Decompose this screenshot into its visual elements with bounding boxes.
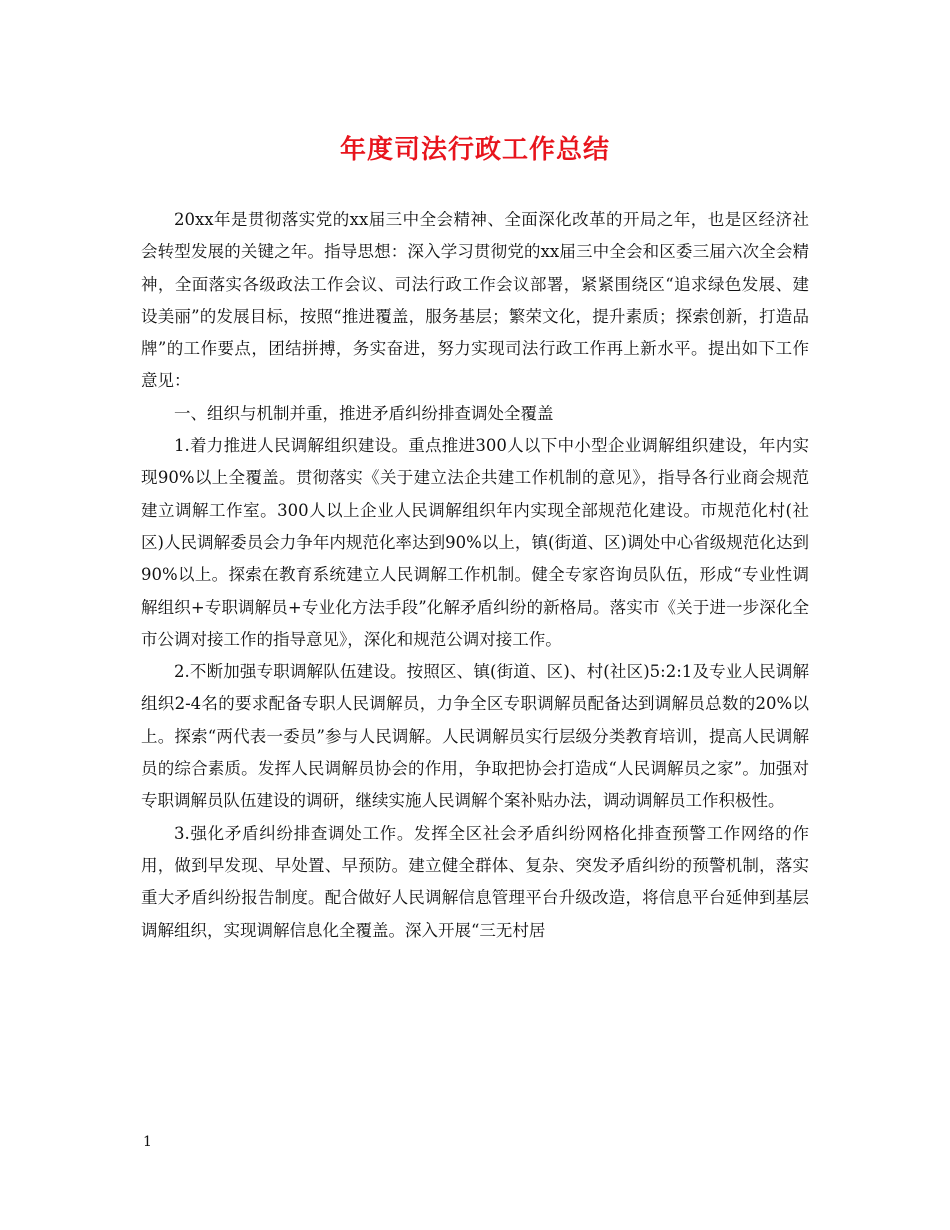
paragraph-item-1: 1.着力推进人民调解组织建设。重点推进300人以下中小型企业调解组织建设，年内实现90%以上全覆盖。贯彻落实《关于建立法企共建工作机制的意见》，指导各行业商会规范建立调解工作室。300人以上企业人民调解组织年内实现全部规范化建设。市规范化村(社区)人民调解委员会力争年内规范化率达到90%以上，镇(街道、区)调处中心省级规范化达到90%以上。探索在教育系统建立人民调解工作机制。健全专家咨询员队伍，形成“专业性调解组织+专职调解员+专业化方法手段”化解矛盾纠纷的新格局。落实市《关于进一步深化全市公调对接工作的指导意见》，深化和规范公调对接工作。 (141, 436, 809, 649)
paragraph-item-2: 2.不断加强专职调解队伍建设。按照区、镇(街道、区)、村(社区)5:2:1及专业人民调解组织2-4名的要求配备专职人民调解员，力争全区专职调解员配备达到调解员总数的20%以上。探索“两代表一委员”参与人民调解。人民调解员实行层级分类教育培训，提高人民调解员的综合素质。发挥人民调解员协会的作用，争取把协会打造成“人民调解员之家”。加强对专职调解员队伍建设的调研，继续实施人民调解个案补贴办法，调动调解员工作积极性。 (141, 662, 809, 811)
document-title: 年度司法行政工作总结 (339, 135, 610, 165)
paragraph-intro: 20xx年是贯彻落实党的xx届三中全会精神、全面深化改革的开局之年，也是区经济社会转型发展的关键之年。指导思想：深入学习贯彻党的xx届三中全会和区委三届六次全会精神，全面落实各级政法工作会议、司法行政工作会议部署，紧紧围绕区“追求绿色发展、建设美丽”的发展目标，按照“推进覆盖，服务基层；繁荣文化，提升素质；探索创新，打造品牌”的工作要点，团结拼搏，务实奋进，努力实现司法行政工作再上新水平。提出如下工作意见： (141, 210, 809, 391)
document-body (141, 204, 809, 947)
section-heading-1: 一、组织与机制并重，推进矛盾纠纷排查调处全覆盖 (174, 403, 554, 423)
page-number: 1 (143, 1134, 152, 1150)
paragraph-item-3: 3.强化矛盾纠纷排查调处工作。发挥全区社会矛盾纠纷网格化排查预警工作网络的作用，做到早发现、早处置、早预防。建立健全群体、复杂、突发矛盾纠纷的预警机制，落实重大矛盾纠纷报告制度。配合做好人民调解信息管理平台升级改造，将信息平台延伸到基层调解组织，实现调解信息化全覆盖。深入开展“三无村居 (141, 823, 809, 940)
